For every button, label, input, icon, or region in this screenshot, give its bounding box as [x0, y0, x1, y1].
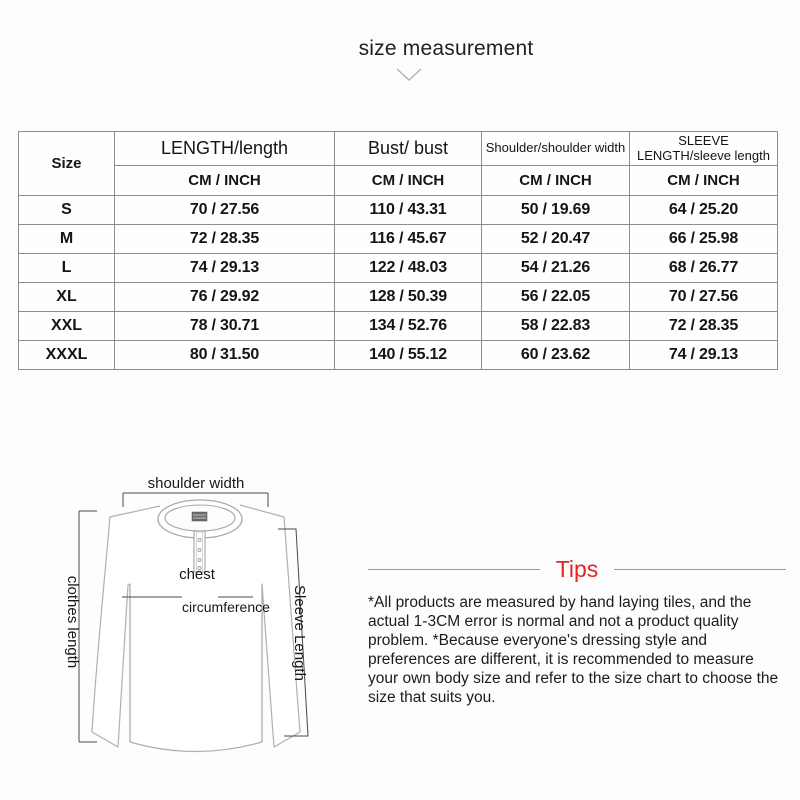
table-row	[19, 254, 778, 283]
cell-shoulder: 60 / 23.62	[482, 341, 630, 370]
cell-length: 74 / 29.13	[115, 254, 335, 283]
table-row	[19, 225, 778, 254]
tips-title: Tips	[555, 556, 599, 582]
collar-tag	[192, 512, 207, 521]
unit-label-length: CM / INCH	[115, 166, 335, 196]
size-table	[18, 131, 778, 370]
col-header-sleeve: SLEEVE LENGTH/sleeve length	[630, 132, 778, 166]
cell-size: M	[19, 225, 115, 254]
cell-bust: 110 / 43.31	[335, 196, 482, 225]
cell-length: 76 / 29.92	[115, 283, 335, 312]
unit-label-bust: CM / INCH	[335, 166, 482, 196]
cell-sleeve: 64 / 25.20	[630, 196, 778, 225]
table-row	[19, 341, 778, 370]
page-title: size measurement	[358, 37, 534, 60]
col-header-length: LENGTH/length	[115, 132, 335, 166]
table-row	[19, 312, 778, 341]
shoulder-width-label: shoulder width	[147, 475, 245, 492]
cell-shoulder: 56 / 22.05	[482, 283, 630, 312]
table-row	[19, 196, 778, 225]
unit-label-sleeve: CM / INCH	[630, 166, 778, 196]
col-header-bust: Bust/ bust	[335, 132, 482, 166]
measurement-diagram	[36, 455, 326, 785]
cell-bust: 140 / 55.12	[335, 341, 482, 370]
cell-shoulder: 52 / 20.47	[482, 225, 630, 254]
cell-sleeve: 70 / 27.56	[630, 283, 778, 312]
cell-size: L	[19, 254, 115, 283]
tips-header	[368, 556, 786, 583]
cell-bust: 116 / 45.67	[335, 225, 482, 254]
unit-label-shoulder: CM / INCH	[482, 166, 630, 196]
clothes-length-label: clothes length	[64, 575, 81, 669]
cell-size: XXXL	[19, 341, 115, 370]
cell-size: XL	[19, 283, 115, 312]
tips-divider-left	[368, 569, 540, 570]
cell-shoulder: 58 / 22.83	[482, 312, 630, 341]
cell-size: S	[19, 196, 115, 225]
cell-bust: 134 / 52.76	[335, 312, 482, 341]
button-icon	[198, 548, 201, 551]
tips-body-text: *All products are measured by hand laying tiles, and the actual 1-3CM error is normal and not a product quality problem. *Because everyone's dressing style and preferences are different, it is recommended to measure your own body size and refer to the size chart to choose the size that suits you.	[368, 594, 779, 707]
table-units-row	[19, 166, 778, 196]
cell-bust: 122 / 48.03	[335, 254, 482, 283]
cell-shoulder: 54 / 21.26	[482, 254, 630, 283]
circumference-label: circumference	[182, 599, 270, 615]
cell-length: 78 / 30.71	[115, 312, 335, 341]
col-header-shoulder: Shoulder/shoulder width	[482, 132, 630, 166]
cell-size: XXL	[19, 312, 115, 341]
chest-label: chest	[179, 566, 215, 583]
cell-shoulder: 50 / 19.69	[482, 196, 630, 225]
chevron-down-icon	[395, 67, 423, 83]
col-header-size: Size	[19, 132, 115, 196]
cell-sleeve: 66 / 25.98	[630, 225, 778, 254]
button-icon	[198, 558, 201, 561]
cell-sleeve: 72 / 28.35	[630, 312, 778, 341]
cell-sleeve: 74 / 29.13	[630, 341, 778, 370]
cell-sleeve: 68 / 26.77	[630, 254, 778, 283]
tips-section	[368, 556, 786, 707]
sleeve-length-label: Sleeve Length	[291, 585, 308, 681]
cell-length: 80 / 31.50	[115, 341, 335, 370]
cell-bust: 128 / 50.39	[335, 283, 482, 312]
button-icon	[198, 538, 201, 541]
table-header-row	[19, 132, 778, 166]
cell-length: 72 / 28.35	[115, 225, 335, 254]
cell-length: 70 / 27.56	[115, 196, 335, 225]
tips-divider-right	[614, 569, 786, 570]
table-row	[19, 283, 778, 312]
